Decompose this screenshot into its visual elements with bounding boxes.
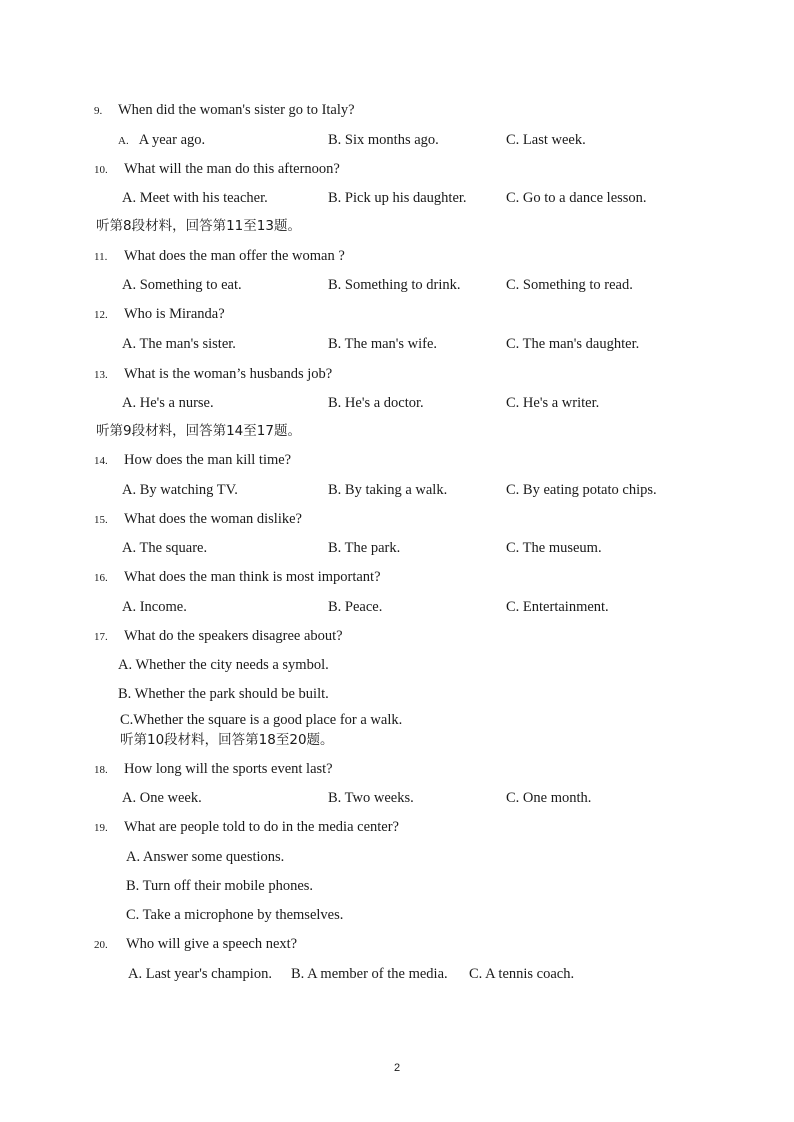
option-c: C.Whether the square is a good place for a walk. [120, 712, 403, 728]
option-b: B. The park. [328, 540, 401, 556]
question-number: 12. [94, 309, 108, 321]
question-text: What are people told to do in the media center? [124, 819, 399, 835]
page-number: 2 [393, 1062, 401, 1074]
option-b: B. Turn off their mobile phones. [126, 878, 314, 894]
question-number: 18. [94, 764, 108, 776]
option-a: A. Income. [122, 599, 187, 615]
option-b: B. He's a doctor. [328, 395, 424, 411]
question-number: 14. [94, 455, 108, 467]
option-c: C. Go to a dance lesson. [506, 190, 647, 206]
section-heading-10: 听第10段材料，回答第18至20题。 [120, 732, 334, 748]
option-c: C. Take a microphone by themselves. [126, 907, 344, 923]
question-text: What is the woman’s husbands job? [124, 366, 333, 382]
question-number: 20. [94, 939, 108, 951]
option-letter: A. [118, 135, 129, 147]
option-b: B. A member of the media. [291, 966, 448, 982]
question-text: Who is Miranda? [124, 306, 225, 322]
option-a: A. The square. [122, 540, 208, 556]
question-number: 9. [94, 105, 103, 117]
option-c: C. Entertainment. [506, 599, 609, 615]
option-b: B. Pick up his daughter. [328, 190, 467, 206]
option-a: A. Something to eat. [122, 277, 242, 293]
question-text: How long will the sports event last? [124, 761, 333, 777]
question-text: What will the man do this afternoon? [124, 161, 340, 177]
option-c: C. A tennis coach. [469, 966, 575, 982]
option-a: A. The man's sister. [122, 336, 236, 352]
option-b: B. The man's wife. [328, 336, 438, 352]
option-a: A. He's a nurse. [122, 395, 214, 411]
question-text: What do the speakers disagree about? [124, 628, 343, 644]
option-b: B. By taking a walk. [328, 482, 448, 498]
option-c: C. He's a writer. [506, 395, 600, 411]
question-text: Who will give a speech next? [126, 936, 298, 952]
question-text: What does the woman dislike? [124, 511, 302, 527]
option-a: A. Last year's champion. [128, 966, 272, 982]
question-number: 13. [94, 369, 108, 381]
question-text: How does the man kill time? [124, 452, 292, 468]
option-a [118, 131, 205, 150]
option-b: B. Whether the park should be built. [118, 686, 329, 702]
question-number: 10. [94, 164, 108, 176]
option-c: C. The museum. [506, 540, 602, 556]
question-text: When did the woman's sister go to Italy? [118, 102, 355, 118]
question-number: 11. [94, 251, 108, 263]
option-c: C. Last week. [506, 132, 586, 148]
question-number: 16. [94, 572, 108, 584]
option-a: A. Meet with his teacher. [122, 190, 268, 206]
option-b: B. Peace. [328, 599, 383, 615]
option-a-text: A year ago. [138, 132, 206, 148]
option-b: B. Six months ago. [328, 132, 439, 148]
option-b: B. Two weeks. [328, 790, 414, 806]
question-number: 17. [94, 631, 108, 643]
option-c: C. The man's daughter. [506, 336, 640, 352]
question-number: 19. [94, 822, 108, 834]
option-a: A. Whether the city needs a symbol. [118, 657, 329, 673]
option-c: C. One month. [506, 790, 592, 806]
section-heading-8: 听第8段材料，回答第11至13题。 [96, 218, 301, 234]
option-b: B. Something to drink. [328, 277, 461, 293]
option-c: C. Something to read. [506, 277, 633, 293]
question-text: What does the man offer the woman ? [124, 248, 345, 264]
option-c: C. By eating potato chips. [506, 482, 657, 498]
question-text: What does the man think is most important? [124, 569, 381, 585]
question-number: 15. [94, 514, 108, 526]
option-a: A. Answer some questions. [126, 849, 285, 865]
option-a: A. One week. [122, 790, 202, 806]
option-a: A. By watching TV. [122, 482, 238, 498]
section-heading-9: 听第9段材料，回答第14至17题。 [96, 423, 301, 439]
